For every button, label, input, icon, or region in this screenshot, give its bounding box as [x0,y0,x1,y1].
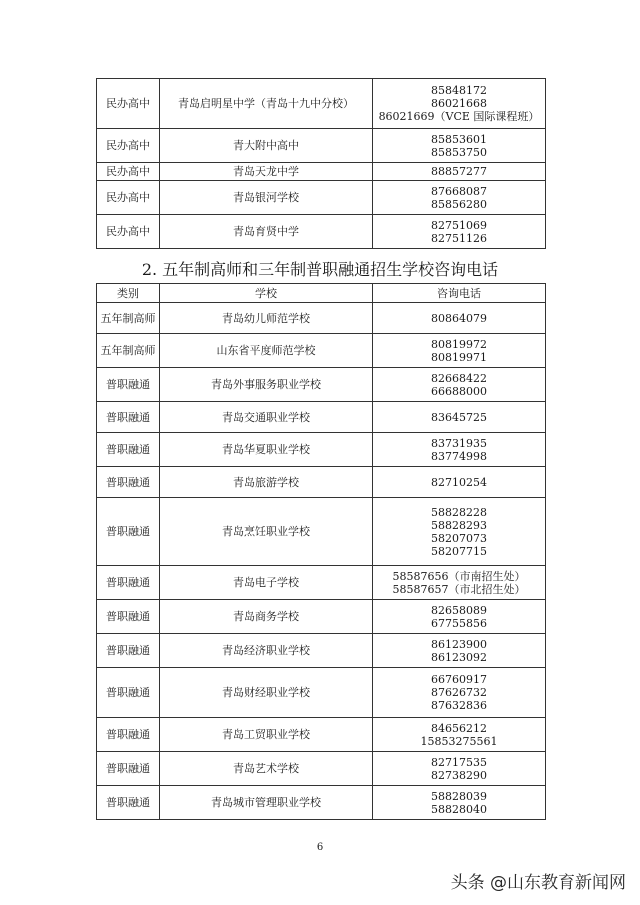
phone-cell [373,79,546,129]
phone-number: 82717535 [431,755,487,769]
school-cell: 青岛银河学校 [160,181,373,215]
phone-number: 83731935 [431,436,487,450]
phone-cell [373,600,546,634]
category-cell: 普职融通 [97,752,160,786]
phone-number: 80819972 [431,337,487,351]
table-row [97,334,546,368]
phone-cell [373,634,546,668]
phone-number: 82668422 [431,371,487,385]
category-cell: 普职融通 [97,718,160,752]
table-row [97,402,546,433]
phone-number: 85848172 [431,84,487,97]
phone-cell [373,368,546,402]
phone-cell [373,752,546,786]
table-row [97,752,546,786]
phone-number: 86021669（VCE 国际课程班） [378,110,540,123]
table-row [97,600,546,634]
table-row [97,786,546,820]
page-number: 6 [316,842,324,853]
school-cell: 青岛经济职业学校 [160,634,373,668]
school-cell: 青岛幼儿师范学校 [160,303,373,334]
school-cell: 青岛艺术学校 [160,752,373,786]
header-category: 类别 [97,284,160,303]
school-cell: 青岛启明星中学（青岛十九中分校） [160,79,373,129]
phone-number: 82751069 [431,218,487,232]
phone-cell [373,668,546,718]
phone-number: 87632836 [431,699,487,712]
category-cell: 五年制高师 [97,303,160,334]
category-cell: 普职融通 [97,668,160,718]
category-cell: 普职融通 [97,402,160,433]
table-row [97,368,546,402]
category-cell: 普职融通 [97,634,160,668]
school-cell: 青岛烹饪职业学校 [160,498,373,566]
category-cell: 民办高中 [97,181,160,215]
school-cell: 青岛财经职业学校 [160,668,373,718]
phone-cell [373,303,546,334]
school-cell: 青岛华夏职业学校 [160,433,373,467]
phone-number: 82751126 [431,231,487,245]
phone-number: 58828228 [431,505,487,519]
phone-number: 85853601 [431,132,487,146]
table-row [97,634,546,668]
school-cell: 青岛旅游学校 [160,467,373,498]
table-row [97,181,546,215]
phone-cell [373,215,546,249]
school-cell: 青岛交通职业学校 [160,402,373,433]
school-cell: 青岛电子学校 [160,566,373,600]
table-header-row [97,284,546,303]
section-title: 2. 五年制高师和三年制普职融通招生学校咨询电话 [141,260,499,279]
category-cell: 普职融通 [97,600,160,634]
header-phone: 咨询电话 [373,284,546,303]
phone-number: 84656212 [431,721,487,735]
table-row [97,718,546,752]
category-cell: 普职融通 [97,433,160,467]
table-row [97,79,546,129]
school-cell: 青大附中高中 [160,129,373,163]
phone-number: 86123092 [431,650,487,664]
category-cell: 五年制高师 [97,334,160,368]
phone-number: 58207073 [431,531,487,545]
phone-cell [373,433,546,467]
phone-number: 58828040 [431,802,487,816]
table2-body [97,303,546,820]
watermark: 头条 @山东教育新闻网 [450,873,626,893]
phone-cell [373,786,546,820]
phone-cell [373,498,546,566]
category-cell: 民办高中 [97,215,160,249]
table-row [97,566,546,600]
table-row [97,433,546,467]
phone-number: 86021668 [431,97,487,110]
phone-number: 87626732 [431,686,487,699]
school-cell: 青岛天龙中学 [160,163,373,181]
phone-number: 85853750 [431,145,487,159]
phone-number: 58587656（市南招生处） [392,569,526,583]
category-cell: 民办高中 [97,163,160,181]
phone-number: 58207715 [431,544,487,558]
phone-number: 15853275561 [420,734,498,748]
phone-cell [373,334,546,368]
phone-number: 88857277 [431,165,487,178]
category-cell: 普职融通 [97,786,160,820]
table-row [97,215,546,249]
table-row [97,467,546,498]
school-cell: 青岛商务学校 [160,600,373,634]
school-cell: 青岛外事服务职业学校 [160,368,373,402]
header-school: 学校 [160,284,373,303]
phone-number: 67755856 [431,616,487,630]
phone-number: 85856280 [431,197,487,211]
phone-number: 58828293 [431,518,487,532]
table1-body [97,79,546,249]
phone-cell [373,467,546,498]
phone-cell [373,181,546,215]
table-row [97,303,546,334]
phone-number: 58828039 [431,789,487,803]
phone-number: 58587657（市北招生处） [392,582,526,596]
phone-number: 83774998 [431,449,487,463]
phone-cell [373,129,546,163]
private-high-school-table [96,78,546,249]
school-cell: 青岛工贸职业学校 [160,718,373,752]
phone-number: 66688000 [431,384,487,398]
school-cell: 山东省平度师范学校 [160,334,373,368]
school-cell: 青岛城市管理职业学校 [160,786,373,820]
table-row [97,129,546,163]
phone-cell [373,718,546,752]
phone-cell [373,566,546,600]
vocational-school-table [96,283,546,820]
school-cell: 青岛育贤中学 [160,215,373,249]
phone-cell [373,402,546,433]
category-cell: 普职融通 [97,467,160,498]
phone-number: 87668087 [431,184,487,198]
table-row [97,668,546,718]
phone-number: 66760917 [431,673,487,686]
table-row [97,163,546,181]
category-cell: 民办高中 [97,129,160,163]
category-cell: 普职融通 [97,498,160,566]
category-cell: 普职融通 [97,368,160,402]
phone-number: 86123900 [431,637,487,651]
phone-number: 82738290 [431,768,487,782]
category-cell: 普职融通 [97,566,160,600]
phone-number: 80864079 [431,311,487,325]
category-cell: 民办高中 [97,79,160,129]
phone-number: 82710254 [431,475,487,489]
phone-number: 80819971 [431,350,487,364]
phone-number: 83645725 [431,410,487,424]
phone-cell [373,163,546,181]
phone-number: 82658089 [431,603,487,617]
table-row [97,498,546,566]
